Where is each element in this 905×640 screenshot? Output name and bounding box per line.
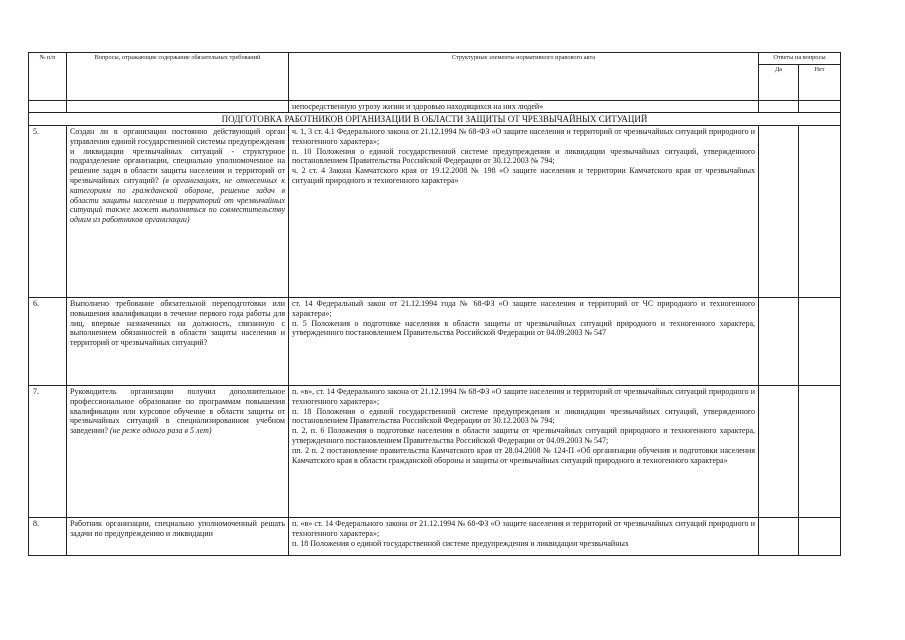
continuation-num-cell [29, 101, 67, 113]
section-title: ПОДГОТОВКА РАБОТНИКОВ ОРГАНИЗАЦИИ В ОБЛАСТИ ЗАЩИТЫ ОТ ЧРЕЗВЫЧАЙНЫХ СИТУАЦИЙ [29, 113, 841, 126]
header-yes: Да [759, 65, 799, 101]
section-row [29, 113, 841, 126]
reference-item: п. 5 Положения о подготовке населения в области защиты от чрезвычайных ситуаций природного и техногенного характера, утвержденного постановлением Правительства Российской Федерации от 04.09.2003 № 547 [292, 318, 755, 338]
header-question: Вопросы, отражающие содержание обязательных требований [67, 53, 289, 101]
answer-no-cell[interactable] [799, 518, 841, 556]
reference-item: ч. 2 ст. 4 Закона Камчатского края от 19.12.2008 № 198 «О защите населения и территории Камчатского края от чрезвычайных ситуаций природного и техногенного характера» [292, 166, 755, 185]
question-text: Выполнено требование обязательной переподготовки или повышения квалификации в течение первого года работы для лиц, впервые назначенных на должность, связанную с выполнением обязанностей в области защиты населения и территорий от чрезвычайных ситуаций? [70, 299, 285, 348]
question-text: Руководитель организации получил дополнительное профессиональное образование по программам повышения квалификации или курсовое обучение в области защиты от чрезвычайных ситуаций в специализированном учебном заведении? [70, 387, 285, 436]
table-row [29, 386, 841, 518]
header-num: № п/п [29, 53, 67, 101]
answer-no-cell[interactable] [799, 386, 841, 518]
question-note: (не реже одного раза в 5 лет) [109, 426, 212, 436]
question-text: Работник организации, специально уполномоченный решать задачи по предупреждению и ликвидации [70, 519, 285, 538]
reference-item: пп. 2 п. 2 постановление правительства Камчатского края от 28.04.2008 № 124-П «Об организации обучения и подготовки населения Камчатского края в области гражданской обороны и защиты от чрезвычайных ситуаций природного и техногенного характера» [292, 445, 755, 465]
header-structure: Структурные элементы нормативного правового акта [289, 53, 759, 101]
table-row [29, 518, 841, 556]
continuation-no-cell [799, 101, 841, 113]
answer-yes-cell[interactable] [759, 518, 799, 556]
reference-item: ст. 14 Федеральный закон от 21.12.1994 года № 68-ФЗ «О защите населения и территорий от ЧС природного и техногенного характера»; [292, 299, 755, 318]
reference-item: п. 18 Положения о единой государственной системе предупреждения и ликвидации чрезвычайных [292, 538, 629, 548]
continuation-text: непосредственную угрозу жизни и здоровью находящихся на них людей» [289, 101, 759, 113]
question-cell [67, 126, 289, 298]
reference-item: п. «в» ст. 14 Федерального закона от 21.12.1994 № 68-ФЗ «О защите населения и территорий от чрезвычайных ситуаций природного и техногенного характера»; [292, 519, 755, 538]
continuation-question-cell [67, 101, 289, 113]
header-row [29, 53, 841, 65]
reference-item: п. 10 Положения о единой государственной системе предупреждения и ликвидации чрезвычайных ситуаций, утвержденного постановлением Правительства Российской Федерации от 30.12.2003 № 794; [292, 146, 755, 166]
question-cell [67, 386, 289, 518]
header-answers: Ответы на вопросы [759, 53, 841, 65]
continuation-yes-cell [759, 101, 799, 113]
row-number: 5. [29, 126, 67, 298]
header-no: Нет [799, 65, 841, 101]
reference-item: ч. 1, 3 ст. 4.1 Федерального закона от 21.12.1994 № 68-ФЗ «О защите населения и территорий от чрезвычайных ситуаций природного и техногенного характера»; [292, 127, 755, 146]
table-row [29, 126, 841, 298]
answer-yes-cell[interactable] [759, 386, 799, 518]
question-cell [67, 518, 289, 556]
reference-item: п. 18 Положения о единой государственной системе предупреждения и ликвидации чрезвычайных ситуаций, утвержденного постановлением Правительства Российской Федерации от 30.12.2003 № 794; [292, 406, 755, 426]
references-cell [289, 518, 759, 556]
answer-yes-cell[interactable] [759, 126, 799, 298]
table-row [29, 298, 841, 386]
row-number: 7. [29, 386, 67, 518]
references-cell [289, 386, 759, 518]
answer-no-cell[interactable] [799, 126, 841, 298]
reference-item: п. 2, п. 6 Положения о подготовке населения в области защиты от чрезвычайных ситуаций природного и техногенного характера, утвержденного постановлением Правительства Российской Федерации от 04.09.2003 № 547; [292, 426, 755, 445]
references-cell [289, 298, 759, 386]
question-note: (в организациях, не отнесенных к категориям по гражданской обороне, решение задач в области защиты населения и территорий от чрезвычайных ситуаций также может выполняться по совместительству одним из работников организации) [70, 175, 285, 225]
question-text: Создан ли в организации постоянно действующий орган управления единой государственной системы предупреждения и ликвидации чрезвычайных ситуаций - структурное подразделение организации, специально уполномоченное на решение задач в области защиты населения и территорий от чрезвычайных ситуаций? [70, 127, 285, 185]
reference-item: п. «в», ст. 14 Федерального закона от 21.12.1994 № 68-ФЗ «О защите населения и территорий от чрезвычайных ситуаций природного и техногенного характера»; [292, 387, 755, 406]
references-cell [289, 126, 759, 298]
answer-no-cell[interactable] [799, 298, 841, 386]
answer-yes-cell[interactable] [759, 298, 799, 386]
row-number: 6. [29, 298, 67, 386]
continuation-row [29, 101, 841, 113]
requirements-table [28, 52, 841, 556]
row-number: 8. [29, 518, 67, 556]
question-cell [67, 298, 289, 386]
